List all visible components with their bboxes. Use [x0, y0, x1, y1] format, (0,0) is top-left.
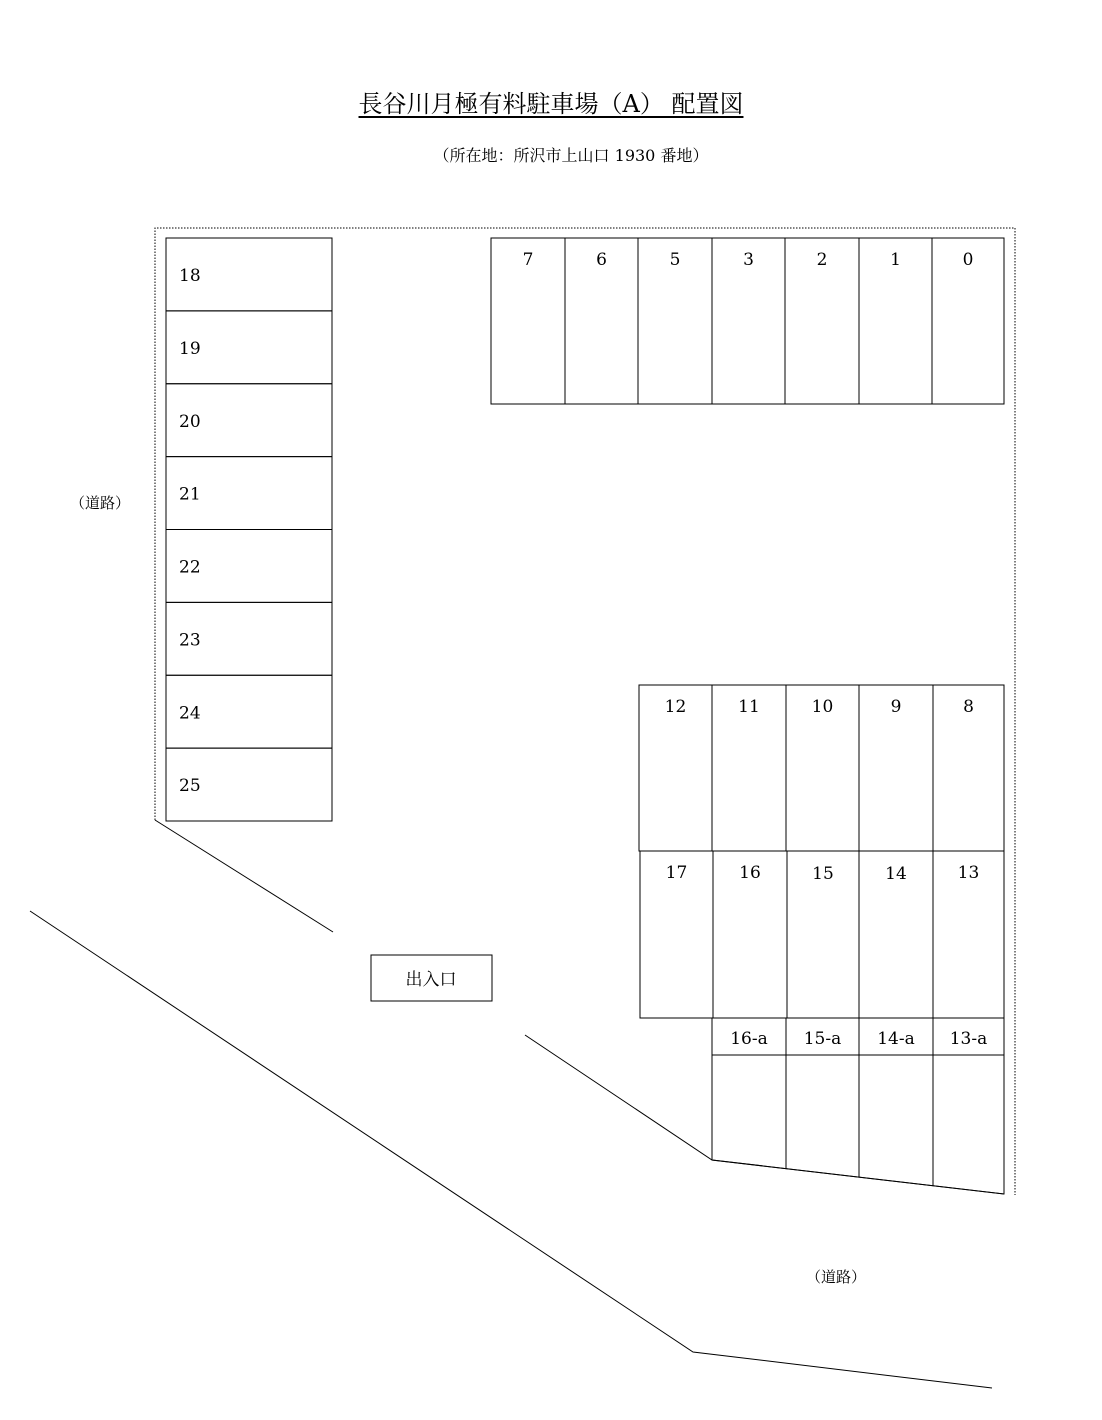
parking-space-label-13: 13 [957, 863, 980, 883]
road-edge-line [30, 911, 992, 1388]
parking-space-label-12: 12 [664, 697, 687, 717]
parking-space-label-14: 14 [885, 864, 907, 884]
parking-space-label-19: 19 [179, 338, 201, 359]
parking-space-label-10: 10 [811, 697, 834, 717]
road-label-left: （道路） [70, 494, 131, 512]
parking-space-label-25: 25 [179, 776, 201, 797]
road-label-bottom: （道路） [806, 1268, 867, 1286]
lot-boundary [155, 228, 1015, 1195]
parking-space-label-16: 16 [739, 863, 761, 883]
address-subtitle: （所在地：所沢市上山口 1930 番地） [433, 146, 709, 165]
parking-space-label-6: 6 [596, 250, 607, 270]
parking-space-label-0: 0 [962, 250, 974, 270]
parking-space-label-7: 7 [522, 250, 534, 270]
parking-space-label-23: 23 [179, 630, 201, 651]
parking-space-label-22: 22 [179, 557, 201, 578]
parking-space-label-2: 2 [816, 250, 828, 270]
lot-edge-line-left [155, 820, 333, 932]
parking-space-label-17: 17 [665, 863, 688, 883]
parking-space-label-15: 15 [812, 864, 834, 884]
parking-space-label-9: 9 [890, 697, 902, 717]
parking-space-label-3: 3 [743, 250, 754, 270]
parking-space-label-21: 21 [179, 484, 201, 505]
parking-space-label-1: 1 [890, 250, 901, 270]
parking-space-label-11: 11 [738, 697, 760, 717]
parking-space-label-20: 20 [179, 411, 201, 432]
parking-space-label-8: 8 [963, 697, 974, 717]
parking-space-label-13-a: 13-a [949, 1029, 988, 1049]
parking-space-label-18: 18 [179, 266, 201, 286]
page-title: 長谷川月極有料駐車場（A） 配置図 [358, 90, 744, 118]
parking-space-label-15-a: 15-a [803, 1029, 842, 1049]
lot-edge-line-right [525, 1035, 1004, 1194]
parking-space-label-14-a: 14-a [877, 1029, 915, 1049]
parking-space-label-5: 5 [669, 250, 681, 270]
parking-space-label-24: 24 [179, 703, 201, 724]
entrance-label: 出入口 [405, 970, 457, 990]
parking-space-label-16-a: 16-a [730, 1029, 768, 1049]
